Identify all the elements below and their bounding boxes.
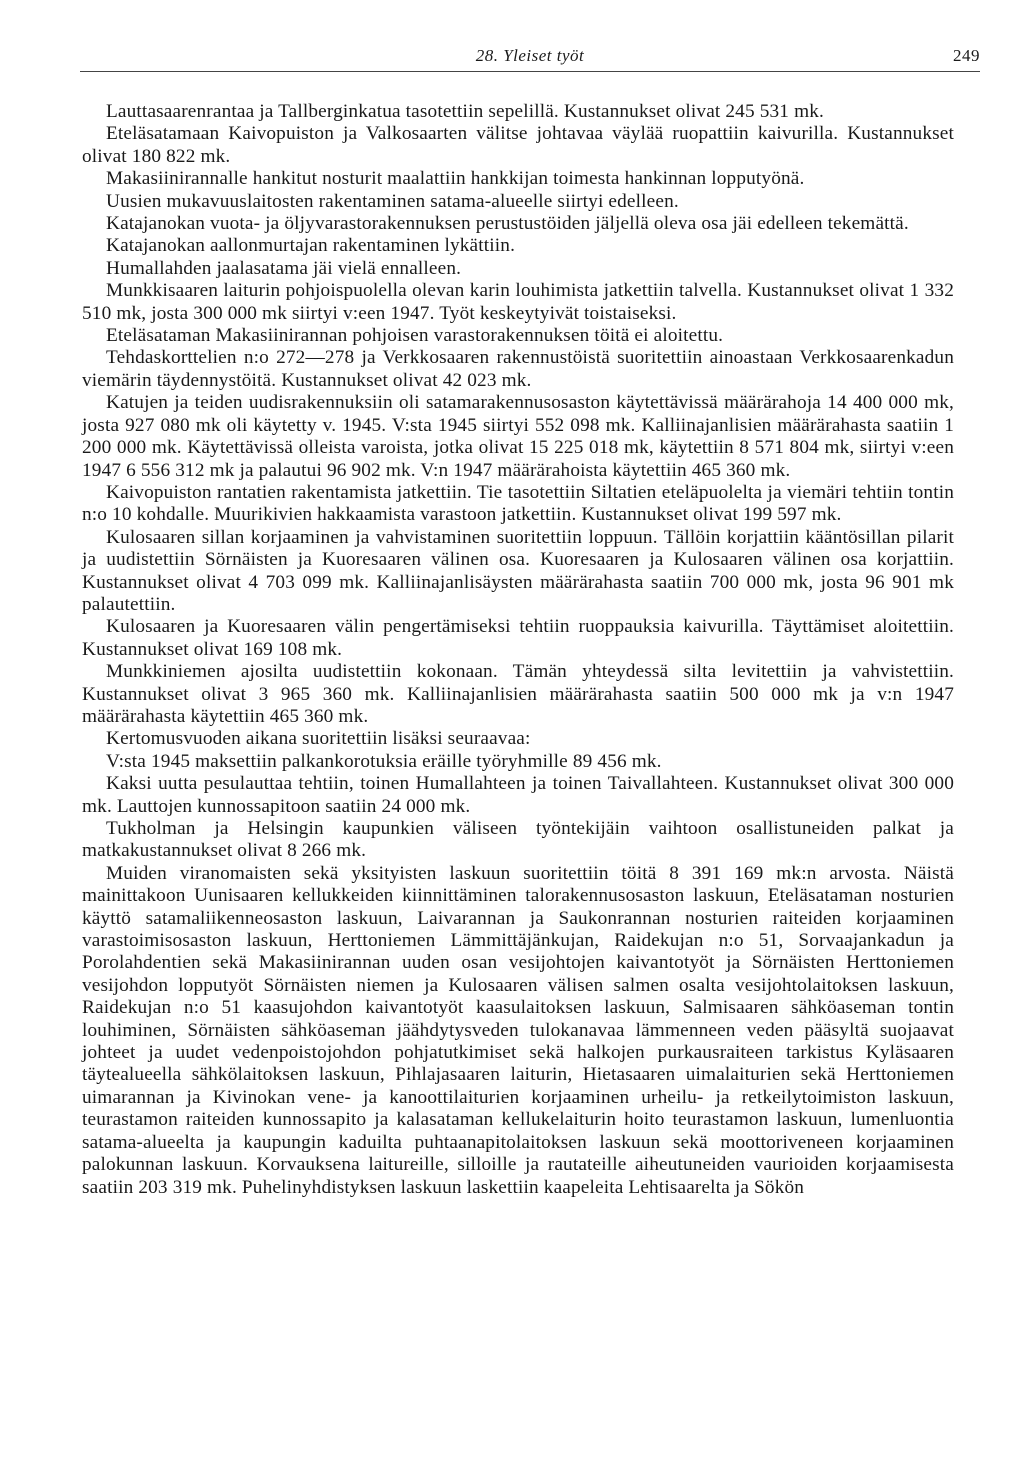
paragraph: Eteläsataman Makasiinirannan pohjoisen varastorakennuksen töitä ei aloitettu.	[106, 325, 724, 347]
body-text	[82, 101, 954, 1199]
paragraph: Eteläsatamaan Kaivopuiston ja Valkosaarten välitse johtavaa väylää ruopattiin kaivurilla. Kustannukset olivat 180 822 mk.	[82, 123, 954, 167]
paragraph: Humallahden jaalasatama jäi vielä ennalleen.	[106, 257, 462, 279]
paragraph: Munkkiniemen ajosilta uudistettiin kokonaan. Tämän yhteydessä silta levitettiin ja vahvistettiin. Kustannukset olivat 3 965 360 mk. Kalliinajanlisien määrärahasta saatiin 500 000 mk ja v:n 1947 määrärahasta käytettiin 465 360 mk.	[82, 661, 954, 727]
running-header	[80, 46, 980, 72]
paragraph: Katujen ja teiden uudisrakennuksiin oli satamarakennusosaston käytettävissä määrärahoja 14 400 000 mk, josta 927 080 mk oli käytetty v. 1945. V:sta 1945 siirtyi 552 098 mk. Kalliinajanlisien määrärahasta saatiin 1 200 000 mk. Käytettävissä olleista varoista, jotka olivat 15 225 018 mk, käytettiin 8 571 804 mk, siirtyi v:een 1947 6 556 312 mk ja palautui 96 902 mk. V:n 1947 määrärahoista käytettiin 465 360 mk.	[82, 392, 954, 481]
header-rule	[80, 71, 980, 72]
paragraph: Katajanokan aallonmurtajan rakentaminen lykättiin.	[106, 235, 516, 257]
paragraph: Uusien mukavuuslaitosten rakentaminen satama-alueelle siirtyi edelleen.	[106, 190, 679, 212]
paragraph: Katajanokan vuota- ja öljyvarastorakennuksen perustustöiden jäljellä oleva osa jäi edelleen tekemättä.	[106, 213, 909, 235]
paragraph: Kulosaaren ja Kuoresaaren välin pengertämiseksi tehtiin ruoppauksia kaivurilla. Täyttämiset aloitettiin. Kustannukset olivat 169 108 mk.	[82, 616, 954, 660]
paragraph: Tehdaskorttelien n:o 272—278 ja Verkkosaaren rakennustöistä suoritettiin ainoastaan Verkkosaarenkadun viemärin täydennystöitä. Kustannukset olivat 42 023 mk.	[82, 347, 954, 391]
paragraph: Munkkisaaren laiturin pohjoispuolella olevan karin louhimista jatkettiin talvella. Kustannukset olivat 1 332 510 mk, josta 300 000 mk siirtyi v:een 1947. Työt keskeytyivät toistaiseksi.	[82, 280, 954, 324]
chapter-title: 28. Yleiset työt	[475, 46, 585, 65]
paragraph: Makasiinirannalle hankitut nosturit maalattiin hankkijan toimesta hankinnan lopputyönä.	[106, 168, 805, 190]
paragraph: Kertomusvuoden aikana suoritettiin lisäksi seuraavaa:	[106, 728, 531, 750]
paragraph: Muiden viranomaisten sekä yksityisten laskuun suoritettiin töitä 8 391 169 mk:n arvosta. Näistä mainittakoon Uunisaaren kellukkeiden kiinnittäminen talorakennusosaston laskuun, Eteläsataman nosturien käyttö satamaliikenneosaston laskuun, Laivarannan ja Saukonrannan nosturien raiteiden korjaaminen varastoimisosaston laskuun, Herttoniemen Lämmittäjänkujan, Raidekujan n:o 51, Sorvaajankadun ja Porolahdentien sekä Makasiinirannan uuden osan vesijohtojen kaivantotyöt ja Sörnäisten Herttoniemen vesijohdon lopputyöt Sörnäisten niemen ja Kulosaaren välisen salmen osalta vesijohtolaitoksen laskuun, Raidekujan n:o 51 kaasujohdon kaivantotyöt kaasulaitoksen laskuun, Salmisaaren sähköaseman tontin louhiminen, Sörnäisten sähköaseman jäähdytysveden tulokanavaa lämmenneen veden pääsyltä suojaavat johteet ja uudet vedenpoistojohdon pohjatutkimiset sekä halkojen purkausraiteen tarkistus Kyläsaaren täytealueella sähkölaitoksen laskuun, Pihlajasaaren laiturin, Hietasaaren uimalaiturien sekä Herttoniemen uimarannan ja Kivinokan vene- ja kanoottilaiturien korjaaminen urheilu- ja retkeilytoimiston laskuun, teurastamon raiteiden kunnossapito ja kalasataman kellukelaiturin hoito teurastamon laskuun, lumenluontia satama-alueelta ja kaupungin kaduilta puhtaanapitolaitoksen laskuun sekä moottoriveneen korjaaminen palokunnan laskuun. Korvauksena laitureille, silloille ja rautateille aiheutuneiden vaurioiden korjaamisesta saatiin 203 319 mk. Puhelinyhdistyksen laskuun laskettiin kaapeleita Lehtisaarelta ja Sökön	[82, 862, 954, 1198]
paragraph: Kaivopuiston rantatien rakentamista jatkettiin. Tie tasotettiin Siltatien eteläpuolelta ja viemäri tehtiin tontin n:o 10 kohdalle. Muurikivien hakkaamista varastoon jatkettiin. Kustannukset olivat 199 597 mk.	[82, 481, 954, 526]
paragraph: Kaksi uutta pesulauttaa tehtiin, toinen Humallahteen ja toinen Taivallahteen. Kustannukset olivat 300 000 mk. Lauttojen kunnossapitoon saatiin 24 000 mk.	[82, 773, 954, 817]
paragraph: Lauttasaarenrantaa ja Tallberginkatua tasotettiin sepelillä. Kustannukset olivat 245 531 mk.	[106, 101, 824, 122]
page-number: 249	[953, 46, 980, 65]
paragraph: Tukholman ja Helsingin kaupunkien väliseen työntekijäin vaihtoon osallistuneiden palkat ja matkakustannukset olivat 8 266 mk.	[82, 818, 954, 862]
paragraph: Kulosaaren sillan korjaaminen ja vahvistaminen suoritettiin loppuun. Tällöin korjattiin kääntösillan pilarit ja uudistettiin Sörnäisten ja Kuoresaaren välinen osa. Kuoresaaren ja Kulosaaren välinen osa korjattiin. Kustannukset olivat 4 703 099 mk. Kalliinajanlisäysten määrärahasta saatiin 700 000 mk, josta 96 901 mk palautettiin.	[82, 526, 954, 615]
paragraph: V:sta 1945 maksettiin palkankorotuksia eräille työryhmille 89 456 mk.	[106, 750, 662, 772]
